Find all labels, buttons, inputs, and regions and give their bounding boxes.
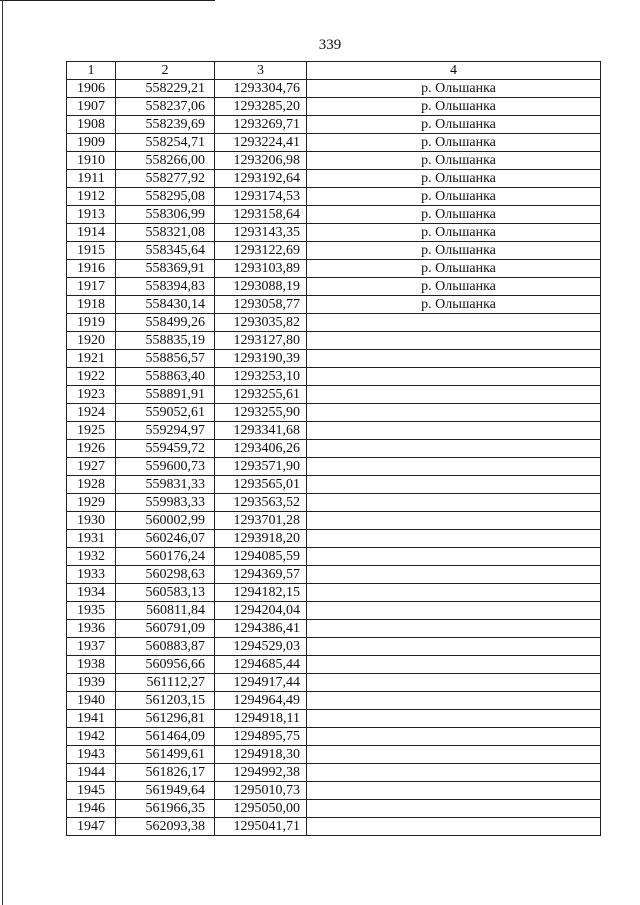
- table-row: [67, 386, 601, 404]
- description-cell: р. Ольшанка: [307, 242, 601, 260]
- point-number-cell: 1939: [67, 674, 116, 692]
- table-row: [67, 404, 601, 422]
- y-coordinate-cell: 1293190,39: [215, 350, 307, 368]
- table-row: [67, 692, 601, 710]
- column-header-1: 1: [67, 62, 116, 80]
- point-number-cell: 1910: [67, 152, 116, 170]
- y-coordinate-cell: 1294369,57: [215, 566, 307, 584]
- x-coordinate-cell: 560583,13: [116, 584, 215, 602]
- description-cell: [307, 800, 601, 818]
- description-cell: [307, 656, 601, 674]
- y-coordinate-cell: 1293255,90: [215, 404, 307, 422]
- y-coordinate-cell: 1294204,04: [215, 602, 307, 620]
- point-number-cell: 1917: [67, 278, 116, 296]
- description-cell: [307, 368, 601, 386]
- table-row: [67, 710, 601, 728]
- description-cell: [307, 350, 601, 368]
- point-number-cell: 1943: [67, 746, 116, 764]
- y-coordinate-cell: 1294992,38: [215, 764, 307, 782]
- table-row: [67, 98, 601, 116]
- table-row: [67, 116, 601, 134]
- y-coordinate-cell: 1294964,49: [215, 692, 307, 710]
- y-coordinate-cell: 1293253,10: [215, 368, 307, 386]
- y-coordinate-cell: 1293103,89: [215, 260, 307, 278]
- point-number-cell: 1931: [67, 530, 116, 548]
- x-coordinate-cell: 559600,73: [116, 458, 215, 476]
- y-coordinate-cell: 1293341,68: [215, 422, 307, 440]
- description-cell: р. Ольшанка: [307, 260, 601, 278]
- x-coordinate-cell: 558394,83: [116, 278, 215, 296]
- table-row: [67, 152, 601, 170]
- point-number-cell: 1937: [67, 638, 116, 656]
- table-row: [67, 746, 601, 764]
- description-cell: р. Ольшанка: [307, 116, 601, 134]
- table-row: [67, 548, 601, 566]
- x-coordinate-cell: 561499,61: [116, 746, 215, 764]
- x-coordinate-cell: 559052,61: [116, 404, 215, 422]
- table-row: [67, 242, 601, 260]
- x-coordinate-cell: 558229,21: [116, 80, 215, 98]
- table-row: [67, 440, 601, 458]
- table-row: [67, 782, 601, 800]
- x-coordinate-cell: 559983,33: [116, 494, 215, 512]
- description-cell: р. Ольшанка: [307, 224, 601, 242]
- x-coordinate-cell: 558430,14: [116, 296, 215, 314]
- y-coordinate-cell: 1295010,73: [215, 782, 307, 800]
- page-edge-line: [2, 0, 3, 905]
- top-rule: [0, 0, 215, 1]
- x-coordinate-cell: 561296,81: [116, 710, 215, 728]
- description-cell: р. Ольшанка: [307, 206, 601, 224]
- description-cell: р. Ольшанка: [307, 170, 601, 188]
- table-row: [67, 494, 601, 512]
- point-number-cell: 1936: [67, 620, 116, 638]
- point-number-cell: 1927: [67, 458, 116, 476]
- x-coordinate-cell: 560298,63: [116, 566, 215, 584]
- point-number-cell: 1911: [67, 170, 116, 188]
- description-cell: [307, 458, 601, 476]
- point-number-cell: 1932: [67, 548, 116, 566]
- table-row: [67, 80, 601, 98]
- y-coordinate-cell: 1293058,77: [215, 296, 307, 314]
- y-coordinate-cell: 1294386,41: [215, 620, 307, 638]
- y-coordinate-cell: 1293088,19: [215, 278, 307, 296]
- x-coordinate-cell: 558856,57: [116, 350, 215, 368]
- table-body: [67, 80, 601, 836]
- x-coordinate-cell: 560956,66: [116, 656, 215, 674]
- x-coordinate-cell: 558277,92: [116, 170, 215, 188]
- description-cell: [307, 764, 601, 782]
- table-row: [67, 566, 601, 584]
- point-number-cell: 1946: [67, 800, 116, 818]
- description-cell: [307, 782, 601, 800]
- y-coordinate-cell: 1293406,26: [215, 440, 307, 458]
- y-coordinate-cell: 1294918,11: [215, 710, 307, 728]
- point-number-cell: 1921: [67, 350, 116, 368]
- description-cell: р. Ольшанка: [307, 278, 601, 296]
- description-cell: [307, 710, 601, 728]
- description-cell: [307, 314, 601, 332]
- table-row: [67, 422, 601, 440]
- y-coordinate-cell: 1293127,80: [215, 332, 307, 350]
- x-coordinate-cell: 560791,09: [116, 620, 215, 638]
- point-number-cell: 1945: [67, 782, 116, 800]
- x-coordinate-cell: 558239,69: [116, 116, 215, 134]
- x-coordinate-cell: 561203,15: [116, 692, 215, 710]
- y-coordinate-cell: 1293206,98: [215, 152, 307, 170]
- table-row: [67, 764, 601, 782]
- table-row: [67, 224, 601, 242]
- x-coordinate-cell: 558835,19: [116, 332, 215, 350]
- x-coordinate-cell: 558891,91: [116, 386, 215, 404]
- column-header-4: 4: [307, 62, 601, 80]
- table-header-row: [67, 62, 601, 80]
- point-number-cell: 1912: [67, 188, 116, 206]
- x-coordinate-cell: 559831,33: [116, 476, 215, 494]
- x-coordinate-cell: 558369,91: [116, 260, 215, 278]
- description-cell: [307, 674, 601, 692]
- point-number-cell: 1908: [67, 116, 116, 134]
- x-coordinate-cell: 561112,27: [116, 674, 215, 692]
- table-row: [67, 674, 601, 692]
- y-coordinate-cell: 1294529,03: [215, 638, 307, 656]
- x-coordinate-cell: 558863,40: [116, 368, 215, 386]
- table-row: [67, 530, 601, 548]
- coordinates-table: [66, 61, 601, 836]
- table-row: [67, 278, 601, 296]
- table-row: [67, 350, 601, 368]
- description-cell: [307, 746, 601, 764]
- point-number-cell: 1940: [67, 692, 116, 710]
- description-cell: р. Ольшанка: [307, 134, 601, 152]
- y-coordinate-cell: 1293701,28: [215, 512, 307, 530]
- description-cell: р. Ольшанка: [307, 152, 601, 170]
- x-coordinate-cell: 558306,99: [116, 206, 215, 224]
- y-coordinate-cell: 1293918,20: [215, 530, 307, 548]
- table-row: [67, 638, 601, 656]
- description-cell: р. Ольшанка: [307, 98, 601, 116]
- y-coordinate-cell: 1295050,00: [215, 800, 307, 818]
- point-number-cell: 1933: [67, 566, 116, 584]
- point-number-cell: 1916: [67, 260, 116, 278]
- table-row: [67, 314, 601, 332]
- point-number-cell: 1934: [67, 584, 116, 602]
- x-coordinate-cell: 560246,07: [116, 530, 215, 548]
- y-coordinate-cell: 1294685,44: [215, 656, 307, 674]
- point-number-cell: 1929: [67, 494, 116, 512]
- y-coordinate-cell: 1293571,90: [215, 458, 307, 476]
- table-row: [67, 188, 601, 206]
- point-number-cell: 1935: [67, 602, 116, 620]
- x-coordinate-cell: 560176,24: [116, 548, 215, 566]
- point-number-cell: 1942: [67, 728, 116, 746]
- point-number-cell: 1909: [67, 134, 116, 152]
- y-coordinate-cell: 1293143,35: [215, 224, 307, 242]
- table-row: [67, 296, 601, 314]
- description-cell: [307, 476, 601, 494]
- point-number-cell: 1924: [67, 404, 116, 422]
- description-cell: [307, 440, 601, 458]
- y-coordinate-cell: 1293269,71: [215, 116, 307, 134]
- description-cell: р. Ольшанка: [307, 80, 601, 98]
- y-coordinate-cell: 1294182,15: [215, 584, 307, 602]
- x-coordinate-cell: 558345,64: [116, 242, 215, 260]
- description-cell: [307, 638, 601, 656]
- description-cell: р. Ольшанка: [307, 296, 601, 314]
- table-row: [67, 656, 601, 674]
- x-coordinate-cell: 561966,35: [116, 800, 215, 818]
- description-cell: [307, 422, 601, 440]
- x-coordinate-cell: 558499,26: [116, 314, 215, 332]
- x-coordinate-cell: 558295,08: [116, 188, 215, 206]
- x-coordinate-cell: 561464,09: [116, 728, 215, 746]
- description-cell: р. Ольшанка: [307, 188, 601, 206]
- table-row: [67, 332, 601, 350]
- y-coordinate-cell: 1294085,59: [215, 548, 307, 566]
- table-row: [67, 512, 601, 530]
- x-coordinate-cell: 561826,17: [116, 764, 215, 782]
- table-row: [67, 818, 601, 836]
- x-coordinate-cell: 559294,97: [116, 422, 215, 440]
- point-number-cell: 1926: [67, 440, 116, 458]
- description-cell: [307, 566, 601, 584]
- point-number-cell: 1938: [67, 656, 116, 674]
- x-coordinate-cell: 558237,06: [116, 98, 215, 116]
- y-coordinate-cell: 1294917,44: [215, 674, 307, 692]
- x-coordinate-cell: 561949,64: [116, 782, 215, 800]
- y-coordinate-cell: 1293158,64: [215, 206, 307, 224]
- table-row: [67, 170, 601, 188]
- point-number-cell: 1928: [67, 476, 116, 494]
- description-cell: [307, 728, 601, 746]
- point-number-cell: 1919: [67, 314, 116, 332]
- y-coordinate-cell: 1293304,76: [215, 80, 307, 98]
- description-cell: [307, 494, 601, 512]
- x-coordinate-cell: 562093,38: [116, 818, 215, 836]
- x-coordinate-cell: 558254,71: [116, 134, 215, 152]
- y-coordinate-cell: 1293565,01: [215, 476, 307, 494]
- table-row: [67, 620, 601, 638]
- x-coordinate-cell: 560002,99: [116, 512, 215, 530]
- description-cell: [307, 404, 601, 422]
- x-coordinate-cell: 559459,72: [116, 440, 215, 458]
- table-row: [67, 368, 601, 386]
- point-number-cell: 1918: [67, 296, 116, 314]
- table-row: [67, 584, 601, 602]
- table-row: [67, 206, 601, 224]
- x-coordinate-cell: 560811,84: [116, 602, 215, 620]
- y-coordinate-cell: 1294918,30: [215, 746, 307, 764]
- description-cell: [307, 692, 601, 710]
- table-row: [67, 260, 601, 278]
- point-number-cell: 1920: [67, 332, 116, 350]
- x-coordinate-cell: 558266,00: [116, 152, 215, 170]
- y-coordinate-cell: 1293285,20: [215, 98, 307, 116]
- point-number-cell: 1906: [67, 80, 116, 98]
- y-coordinate-cell: 1293122,69: [215, 242, 307, 260]
- point-number-cell: 1941: [67, 710, 116, 728]
- column-header-3: 3: [215, 62, 307, 80]
- point-number-cell: 1944: [67, 764, 116, 782]
- x-coordinate-cell: 558321,08: [116, 224, 215, 242]
- y-coordinate-cell: 1294895,75: [215, 728, 307, 746]
- point-number-cell: 1947: [67, 818, 116, 836]
- description-cell: [307, 530, 601, 548]
- point-number-cell: 1914: [67, 224, 116, 242]
- description-cell: [307, 512, 601, 530]
- table-row: [67, 728, 601, 746]
- x-coordinate-cell: 560883,87: [116, 638, 215, 656]
- table-row: [67, 476, 601, 494]
- point-number-cell: 1907: [67, 98, 116, 116]
- table-row: [67, 602, 601, 620]
- y-coordinate-cell: 1293563,52: [215, 494, 307, 512]
- y-coordinate-cell: 1295041,71: [215, 818, 307, 836]
- y-coordinate-cell: 1293224,41: [215, 134, 307, 152]
- column-header-2: 2: [116, 62, 215, 80]
- y-coordinate-cell: 1293192,64: [215, 170, 307, 188]
- point-number-cell: 1930: [67, 512, 116, 530]
- description-cell: [307, 548, 601, 566]
- description-cell: [307, 818, 601, 836]
- page-number: 339: [318, 37, 342, 53]
- description-cell: [307, 620, 601, 638]
- point-number-cell: 1925: [67, 422, 116, 440]
- y-coordinate-cell: 1293035,82: [215, 314, 307, 332]
- point-number-cell: 1913: [67, 206, 116, 224]
- description-cell: [307, 386, 601, 404]
- table-row: [67, 800, 601, 818]
- y-coordinate-cell: 1293255,61: [215, 386, 307, 404]
- point-number-cell: 1923: [67, 386, 116, 404]
- y-coordinate-cell: 1293174,53: [215, 188, 307, 206]
- table-row: [67, 134, 601, 152]
- point-number-cell: 1922: [67, 368, 116, 386]
- description-cell: [307, 332, 601, 350]
- point-number-cell: 1915: [67, 242, 116, 260]
- description-cell: [307, 602, 601, 620]
- description-cell: [307, 584, 601, 602]
- table-row: [67, 458, 601, 476]
